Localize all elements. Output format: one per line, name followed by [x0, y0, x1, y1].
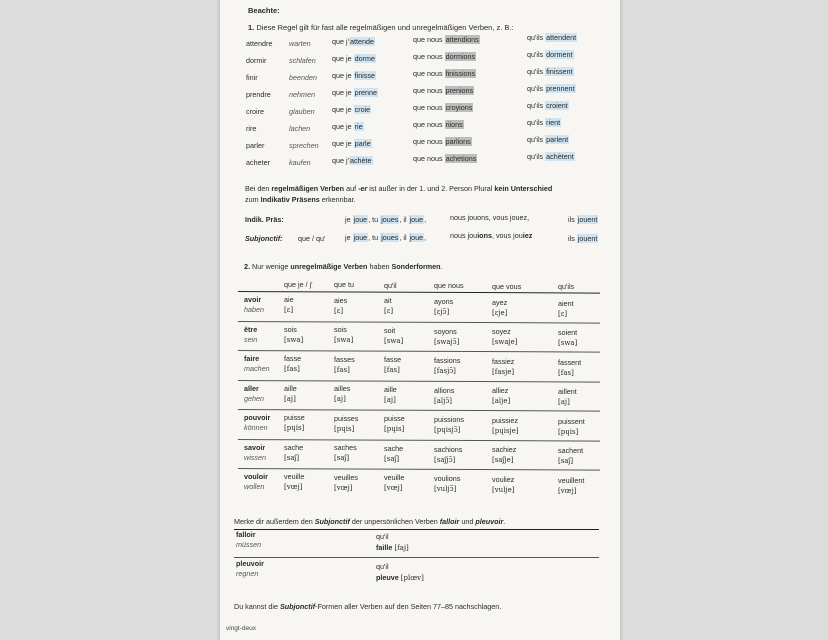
form-text: , tu [368, 233, 381, 242]
verb-cell [332, 37, 375, 46]
subj-form: croient [546, 101, 568, 110]
form-highlight: joue [409, 215, 424, 224]
subj-prefix: que nous [413, 52, 445, 61]
verb-cell [413, 35, 480, 44]
footer-text: Du kannst die [234, 602, 280, 611]
table-form: sache [384, 443, 404, 453]
table-form: aies [334, 295, 348, 305]
verb-cell [289, 124, 310, 133]
rule-1-text: Diese Regel gilt für fast alle regelmäßigen und unregelmäßigen Verben, z. B.: [256, 23, 514, 32]
table-form: ailles [334, 384, 351, 394]
verb-cell [246, 39, 272, 48]
subj-prefix: que je [332, 54, 354, 63]
table-form: veuille [284, 472, 305, 481]
table-form: veuillent [558, 475, 585, 485]
imp-ipa: [faj] [394, 544, 409, 552]
table-form: aient [558, 298, 574, 308]
rule-2 [244, 262, 443, 271]
subj-form: attendions [445, 35, 479, 44]
table-header: qu'il [384, 280, 397, 290]
subj-form: achetions [445, 154, 477, 163]
table-ipa: [fas] [284, 365, 300, 373]
subj-form: achète [349, 156, 372, 165]
table-ipa: [pɥis] [284, 424, 305, 432]
table-form: soyons [434, 326, 457, 336]
table-ipa: [ɛ] [284, 306, 294, 314]
imp-ipa: [plœv] [400, 574, 424, 582]
form-highlight: jouent [577, 234, 598, 243]
verb-cell [246, 107, 264, 116]
imp-gloss: regnen [236, 569, 259, 578]
table-ipa: [saʃje] [492, 456, 514, 465]
table-ipa: [pɥisje] [492, 426, 519, 435]
table-form: saches [334, 443, 357, 453]
subj-form: parlent [546, 135, 569, 144]
imp-rule-mid [234, 557, 599, 558]
subj-prefix: que je [332, 139, 354, 148]
verb-cell [413, 137, 472, 146]
table-ipa: [aljɔ̃] [434, 396, 452, 405]
verb-infinitive: parler [246, 141, 265, 150]
verb-cell [246, 158, 270, 167]
table-form: aille [284, 383, 297, 393]
table-ipa: [fas] [334, 365, 350, 374]
table-form: fasses [334, 354, 355, 364]
subj-prefix: que je [332, 71, 354, 80]
verb-infinitive: prendre [246, 90, 271, 99]
form-ending: ions [477, 231, 492, 240]
table-gloss: wissen [244, 452, 266, 462]
subj-prefix: qu'ils [527, 101, 546, 110]
verb-infinitive: dormir [246, 56, 267, 65]
form-text: , il [399, 215, 409, 224]
verb-infinitive: attendre [246, 39, 273, 48]
table-ipa: [pɥis] [384, 425, 405, 434]
table-ipa: [vœj] [558, 486, 577, 495]
table-ipa: [saʃ] [558, 457, 574, 465]
table-form: puisses [334, 413, 359, 423]
form-text: nous jou [450, 231, 478, 240]
table-form: sachions [434, 444, 463, 454]
subj-prefix: que nous [413, 154, 445, 163]
merke-bold: pleuvoir [475, 517, 504, 526]
table-form: allions [434, 385, 455, 395]
form-text: je [345, 215, 353, 224]
table-gloss: wollen [244, 482, 265, 491]
subj-form: attendent [546, 33, 577, 42]
subj-prefix: qu'ils [527, 67, 546, 76]
verb-gloss: sprechen [289, 141, 319, 150]
verb-cell [332, 54, 376, 63]
table-ipa: [fasjɔ̃] [434, 367, 456, 376]
verb-infinitive: croire [246, 107, 264, 116]
table-form: ait [384, 296, 392, 306]
subj-form: prenne [354, 88, 377, 97]
table-ipa: [fas] [558, 368, 574, 377]
table-verb: avoir [244, 295, 262, 304]
table-ipa: [swa] [284, 335, 304, 344]
table-rule [238, 468, 600, 471]
table-ipa: [ɛjɔ̃] [434, 308, 450, 317]
table-form: soit [384, 325, 396, 335]
verb-gloss: nehmen [289, 90, 315, 99]
merke-text: und [459, 517, 476, 526]
verb-cell [289, 73, 317, 82]
table-ipa: [saʃjɔ̃] [434, 455, 456, 464]
table-ipa: [fas] [384, 366, 400, 375]
subj-forms-singular [345, 233, 426, 242]
subj-form: finissent [546, 67, 573, 76]
subj-prefix: qu'ils [527, 118, 546, 127]
subj-form: croyions [445, 103, 473, 112]
table-form: aillent [558, 387, 577, 396]
note-bold: Indikativ Präsens [260, 195, 320, 204]
imp-verb: falloir [236, 530, 256, 539]
rule-1-number: 1. [248, 23, 255, 32]
note-bold: regelmäßigen Verben [271, 184, 345, 193]
verb-cell [332, 71, 376, 80]
subj-prefix: que je [332, 88, 354, 97]
table-ipa: [pɥis] [334, 424, 355, 433]
verb-cell [527, 84, 576, 93]
rule-2-text: Nur wenige [252, 262, 291, 271]
rule-2-text: haben [367, 262, 392, 271]
subj-form: dorment [546, 50, 573, 59]
subj-prefix: que nous [413, 35, 445, 44]
subj-form: achètent [546, 152, 574, 161]
table-rule [238, 439, 600, 442]
subj-form: dorme [354, 54, 375, 63]
verb-cell [527, 152, 575, 161]
subj-form: parlions [445, 137, 471, 146]
subj-form: rient [546, 118, 561, 127]
indik-forms-3pl [568, 215, 598, 224]
verb-gloss: kaufen [289, 158, 311, 167]
subj-prefix: qu'ils [527, 50, 546, 59]
rule-2-bold: unregelmäßige Verben [290, 262, 368, 271]
table-form: puissent [558, 416, 585, 426]
table-header: que vous [492, 281, 522, 291]
verb-gloss: glauben [289, 107, 315, 116]
subj-form: dormions [445, 52, 476, 61]
verb-cell [413, 120, 464, 129]
table-ipa: [alje] [492, 397, 511, 406]
note-line-1 [245, 184, 552, 193]
merke-text: Merke dir außerdem den [234, 517, 315, 526]
merke-bold: falloir [439, 517, 460, 526]
verb-cell [246, 141, 264, 150]
verb-cell [289, 141, 319, 150]
table-header: qu'ils [558, 282, 575, 291]
form-text: ils [568, 215, 577, 224]
table-gloss: sein [244, 334, 258, 344]
form-highlight: jouent [577, 215, 598, 224]
subj-form: finisse [354, 71, 375, 80]
table-ipa: [vœj] [384, 484, 403, 493]
table-ipa: [vœj] [334, 483, 353, 492]
subj-que: que / qu' [298, 234, 326, 243]
form-highlight: joue [353, 215, 368, 224]
table-ipa: [swajɔ̃] [434, 337, 460, 346]
note-ending: -er [358, 184, 368, 193]
subj-prefix: que je [332, 122, 354, 131]
table-form: fassent [558, 357, 582, 367]
table-form: sois [334, 325, 347, 335]
subj-label: Subjonctif: [245, 234, 283, 243]
verb-cell [332, 139, 372, 148]
verb-cell [332, 156, 373, 165]
verb-gloss: lachen [289, 124, 311, 133]
table-ipa: [swa] [334, 336, 354, 345]
verb-cell [246, 124, 256, 133]
table-ipa: [ɛ] [334, 306, 344, 315]
rule-2-bold: Sonderformen [391, 262, 441, 271]
subj-prefix: que nous [413, 137, 445, 146]
form-text: , [424, 215, 427, 224]
table-verb: être [244, 324, 258, 334]
table-rule [238, 409, 600, 412]
table-ipa: [vuljɔ̃] [434, 485, 457, 494]
table-header: que nous [434, 281, 464, 291]
table-form: soient [558, 328, 578, 337]
table-form: fassiez [492, 356, 515, 366]
note-text: auf [344, 184, 359, 193]
table-gloss: können [244, 423, 268, 432]
table-form: fasse [284, 354, 302, 363]
subj-prefix: que je [332, 105, 354, 114]
verb-cell [527, 50, 574, 59]
verb-cell [289, 158, 311, 167]
verb-cell [413, 86, 474, 95]
table-gloss: machen [244, 364, 270, 373]
form-text: , il [399, 233, 409, 242]
note-line-2 [245, 195, 356, 204]
merke-text: der unpersönlichen Verben [349, 517, 440, 526]
imp-form-line [376, 573, 424, 582]
note-bold: kein Unterschied [494, 184, 553, 193]
page-number: vingt-deux [226, 625, 256, 632]
table-header: que je / j' [284, 280, 313, 289]
imp-form: faille [376, 543, 393, 552]
form-text: je [345, 233, 353, 242]
verb-cell [527, 67, 574, 76]
subj-form: rie [354, 122, 363, 131]
table-form: ayez [492, 297, 508, 307]
subj-prefix: que nous [413, 103, 445, 112]
imp-gloss: müssen [236, 540, 262, 549]
verb-cell [289, 39, 311, 48]
verb-cell [527, 33, 577, 42]
form-ending: iez [522, 231, 533, 240]
subj-prefix: que nous [413, 69, 445, 78]
indik-label: Indik. Präs: [245, 215, 284, 224]
table-form: alliez [492, 386, 509, 396]
table-form: puissiez [492, 415, 518, 425]
verb-cell [527, 118, 561, 127]
subj-form: finissions [445, 69, 476, 78]
verb-cell [413, 69, 476, 78]
note-text: erkennbar. [319, 195, 356, 204]
subj-form: prennent [546, 84, 575, 93]
table-ipa: [saʃ] [284, 453, 300, 462]
subj-prefix: que nous [413, 120, 445, 129]
table-form: fasse [384, 355, 402, 365]
indik-forms-plural: nous jouons, vous jouez, [450, 213, 530, 222]
table-form: puisse [284, 413, 305, 422]
table-form: puissions [434, 415, 464, 425]
table-form: fassions [434, 356, 461, 366]
table-rule [238, 380, 600, 383]
subj-form: attende [349, 37, 374, 46]
subj-prefix: qu'ils [527, 135, 546, 144]
table-ipa: [pɥisjɔ̃] [434, 426, 461, 435]
subj-prefix: qu'ils [527, 33, 546, 42]
table-ipa: [swa] [558, 339, 578, 347]
table-form: voulions [434, 474, 461, 484]
subj-forms-3pl [568, 234, 598, 243]
table-verb: vouloir [244, 472, 268, 481]
verb-cell [246, 56, 266, 65]
subj-form: prenions [445, 86, 474, 95]
rule-2-number: 2. [244, 262, 250, 271]
verb-infinitive: acheter [246, 158, 270, 167]
imp-form: pleuve [376, 573, 399, 582]
verb-cell [289, 107, 315, 116]
form-text: , [424, 233, 427, 242]
table-ipa: [aj] [558, 398, 570, 406]
note-text: Bei den [245, 184, 272, 193]
table-ipa: [vulje] [492, 485, 515, 494]
form-text: ils [568, 234, 577, 243]
table-form: sachiez [492, 445, 517, 455]
table-ipa: [ɛ] [384, 307, 394, 316]
table-form: sache [284, 442, 304, 452]
table-rule [238, 321, 600, 324]
subj-prefix: qu'ils [527, 84, 546, 93]
table-ipa: [saʃ] [384, 454, 400, 463]
form-text: , tu [368, 215, 381, 224]
document-page [220, 0, 620, 640]
verb-cell [246, 73, 258, 82]
form-text: , vous jou [491, 231, 523, 240]
form-highlight: joue [353, 233, 368, 242]
table-form: ayons [434, 297, 454, 307]
merke-bold: Subjonctif [314, 517, 350, 526]
verb-infinitive: finir [246, 73, 258, 82]
table-ipa: [aj] [284, 394, 296, 403]
footer-note [234, 602, 501, 611]
subj-form: riions [445, 120, 463, 129]
verb-cell [332, 105, 371, 114]
imp-rule-top [234, 529, 599, 530]
table-form: veuille [384, 473, 405, 483]
table-form: sachent [558, 446, 584, 455]
subj-forms-plural [450, 231, 532, 240]
table-ipa: [fasje] [492, 367, 515, 376]
table-form: aille [384, 384, 397, 394]
verb-cell [527, 101, 569, 110]
table-ipa: [aj] [384, 395, 396, 404]
verb-gloss: warten [289, 39, 311, 48]
table-form: vouliez [492, 474, 515, 484]
verb-cell [289, 90, 315, 99]
beachte-heading: Beachte: [248, 6, 280, 15]
table-header: que tu [334, 280, 354, 290]
subj-form: croie [354, 105, 371, 114]
table-verb: savoir [244, 442, 266, 452]
table-ipa: [ɛje] [492, 308, 508, 317]
table-ipa: [vœj] [284, 483, 303, 491]
verb-cell [332, 88, 378, 97]
table-ipa: [aj] [334, 395, 346, 404]
table-verb: aller [244, 383, 259, 393]
table-ipa: [swa] [384, 336, 404, 345]
subj-prefix: que j' [332, 37, 349, 46]
verb-cell [246, 90, 271, 99]
form-highlight: joues [381, 215, 399, 224]
table-verb: pouvoir [244, 413, 271, 422]
verb-infinitive: rire [246, 124, 257, 133]
table-gloss: gehen [244, 393, 264, 403]
verb-cell [413, 52, 476, 61]
form-highlight: joues [381, 233, 399, 242]
merke-text: . [503, 517, 506, 526]
table-rule [238, 291, 600, 294]
imp-que: qu'il [376, 532, 389, 541]
table-gloss: haben [244, 305, 264, 314]
table-form: puisse [384, 414, 405, 424]
table-verb: faire [244, 354, 260, 363]
table-form: veuilles [334, 472, 358, 482]
indik-forms-singular [345, 215, 426, 224]
footer-bold: Subjonctif [279, 602, 316, 611]
verb-gloss: beenden [289, 73, 317, 82]
verb-cell [527, 135, 569, 144]
verb-cell [289, 56, 316, 65]
note-text: zum [245, 195, 261, 204]
table-ipa: [pɥis] [558, 427, 579, 436]
footer-text: -Formen aller Verben auf den Seiten 77–85 nachschlagen. [315, 602, 502, 611]
verb-gloss: schlafen [289, 56, 316, 65]
table-form: aie [284, 295, 294, 304]
table-rule [238, 350, 600, 353]
subj-prefix: que nous [413, 86, 445, 95]
verb-cell [332, 122, 364, 131]
note-text: ist außer in der 1. und 2. Person Plural [367, 184, 495, 193]
merke-line [234, 517, 505, 526]
table-form: soyez [492, 327, 511, 337]
subj-prefix: qu'ils [527, 152, 546, 161]
table-form: sois [284, 324, 297, 334]
imp-verb: pleuvoir [236, 559, 264, 568]
subj-prefix: que j' [332, 156, 349, 165]
table-ipa: [saʃ] [334, 454, 350, 463]
verb-cell [413, 154, 477, 163]
subj-form: parle [354, 139, 371, 148]
table-ipa: [swaje] [492, 338, 518, 347]
table-ipa: [ɛ] [558, 309, 568, 318]
verb-cell [413, 103, 473, 112]
rule-2-text: . [440, 262, 443, 271]
rule-1 [248, 23, 514, 32]
imp-que: qu'il [376, 562, 389, 571]
imp-form-line [376, 543, 409, 552]
form-highlight: joue [409, 233, 424, 242]
